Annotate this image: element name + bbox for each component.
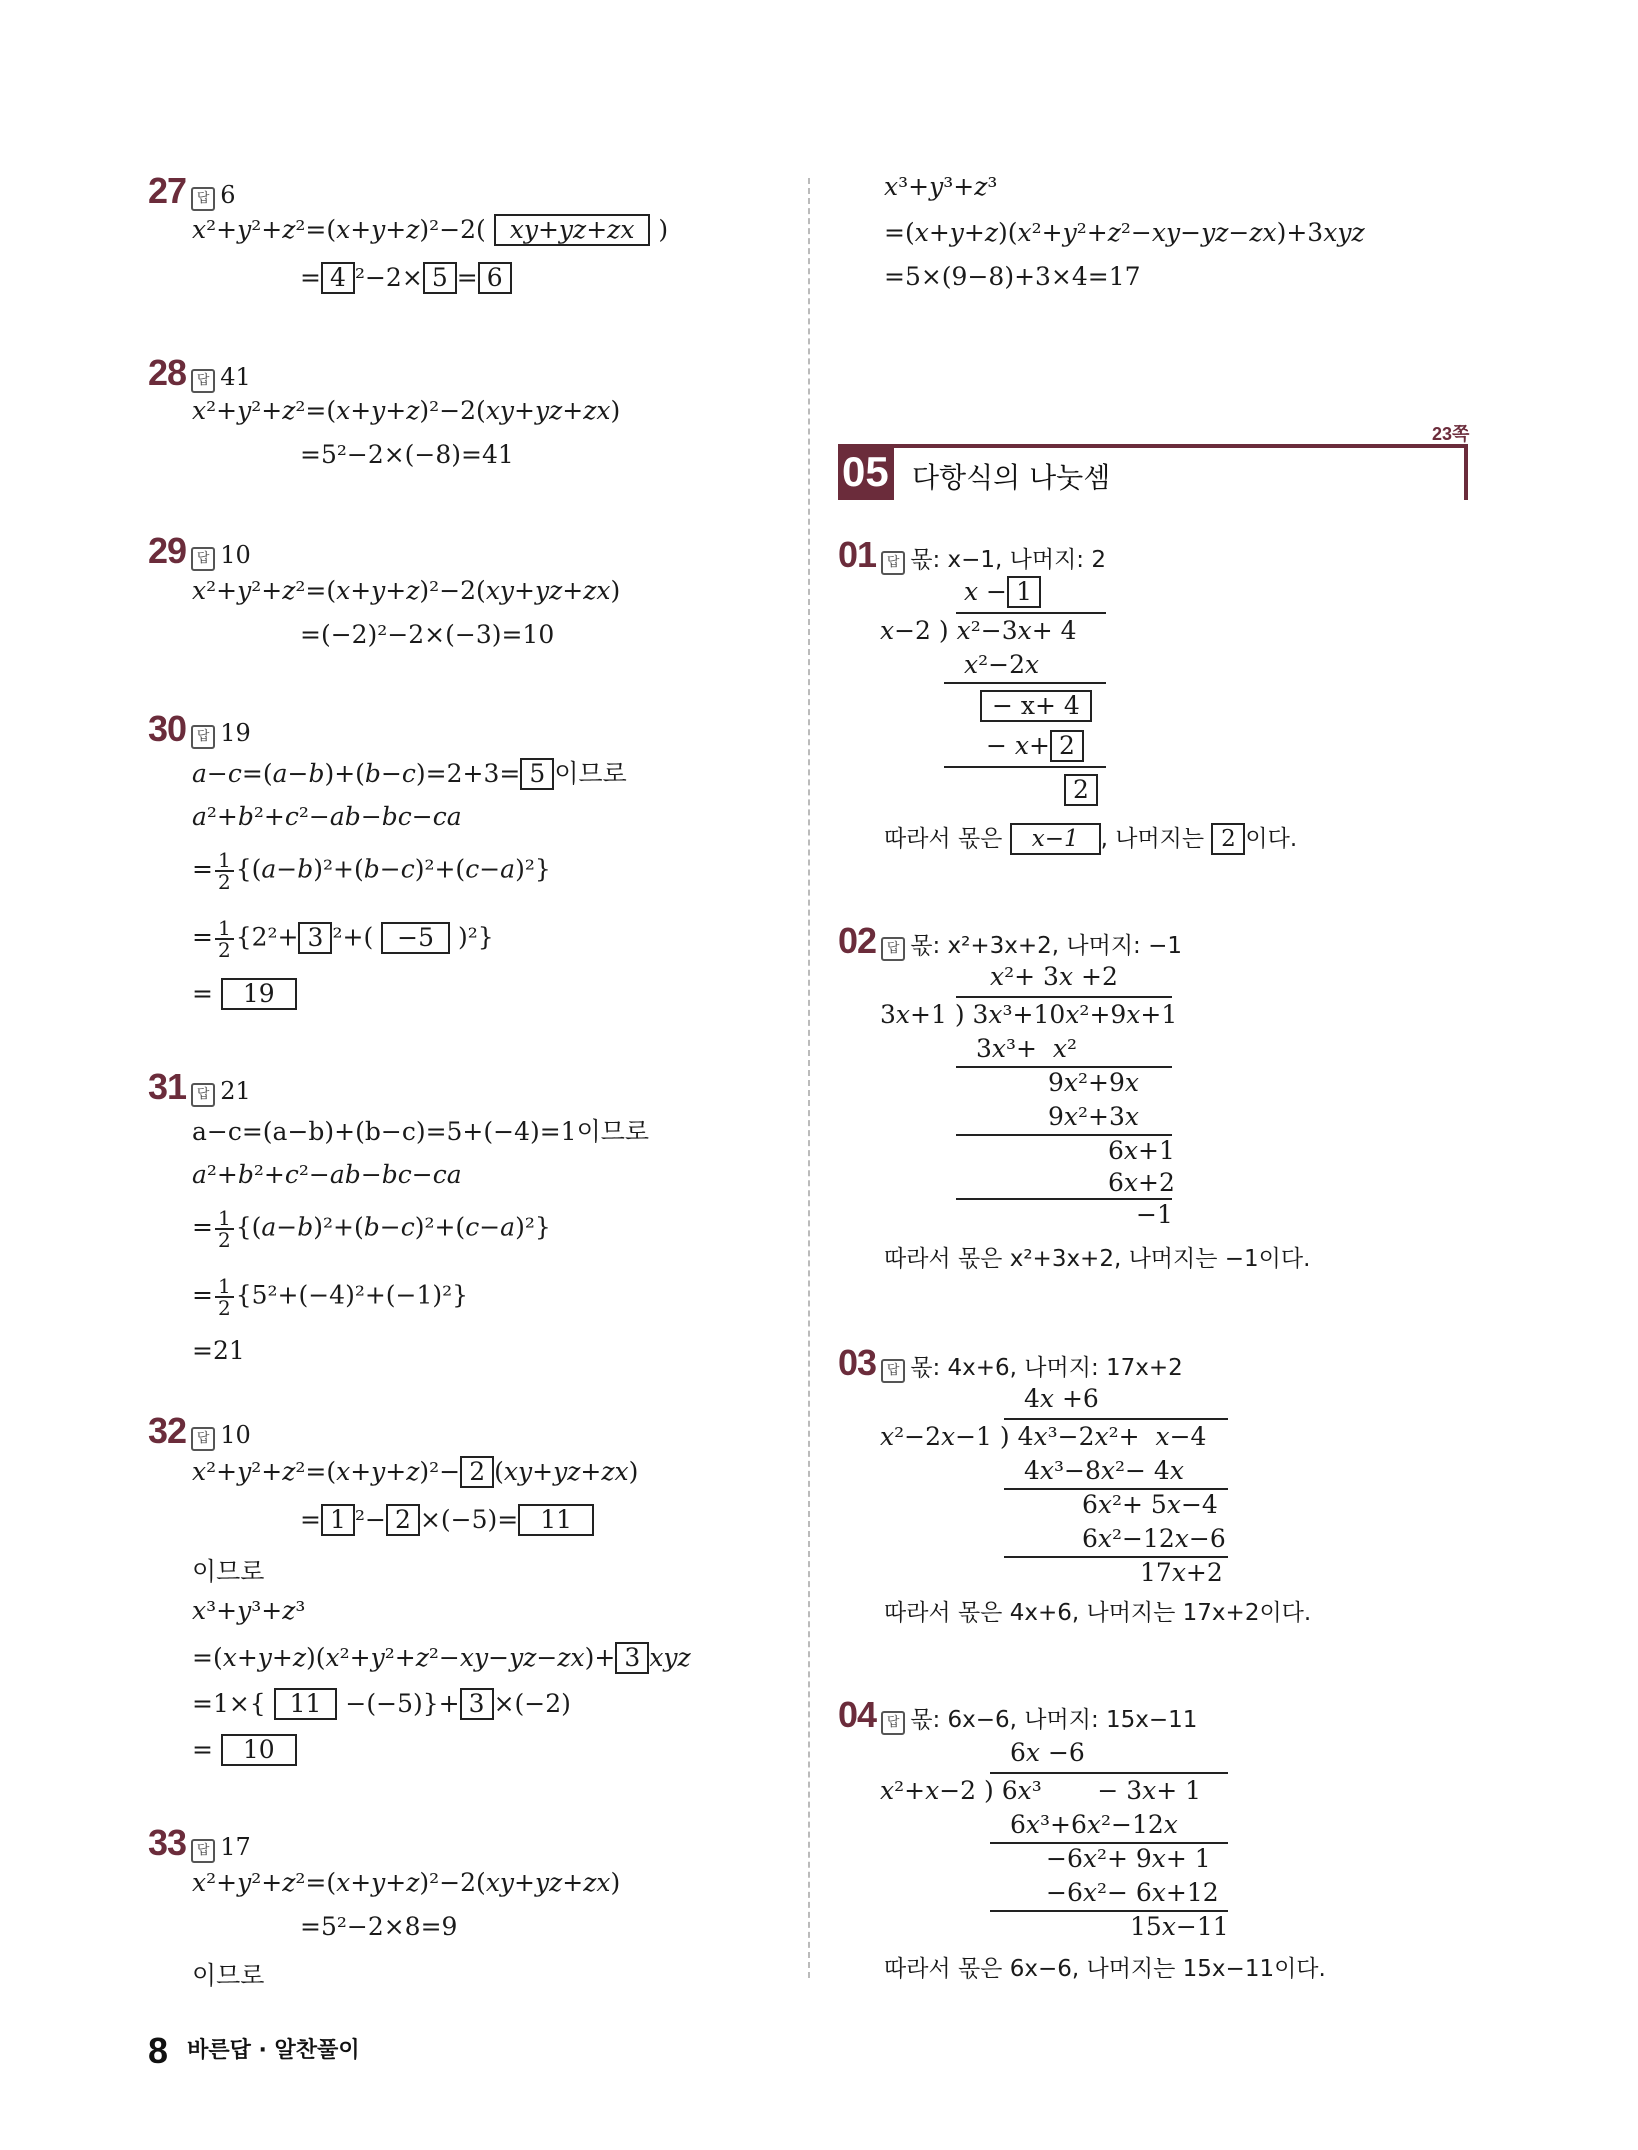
answer-icon: 답 <box>191 547 215 571</box>
p32-line4: x³+y³+z³ <box>192 1596 306 1625</box>
problem-answer: 몫: x²+3x+2, 나머지: −1 <box>910 933 1183 959</box>
problem-number: 29 <box>148 530 187 571</box>
answer-box: 1 <box>321 1504 355 1536</box>
answer-icon: 답 <box>191 1083 215 1107</box>
problem-answer: 몫: 4x+6, 나머지: 17x+2 <box>910 1355 1183 1381</box>
page-number: 8 <box>148 2030 169 2071</box>
long-division-01: x − 1 x−2 ) x²−3x+ 4 x²−2x − x+ 4 − x+ 2 2 <box>880 576 1120 816</box>
p30-line1: a−c=(a−b)+(b−c)=2+3= 5 이므로 <box>192 759 627 788</box>
answer-box: 2 <box>1064 774 1098 806</box>
p31-line1: a−c=(a−b)+(b−c)=5+(−4)=1이므로 <box>192 1117 650 1146</box>
answer-box: 5 <box>423 262 457 294</box>
problem-answer: 10 <box>220 541 251 569</box>
p31-line5: =21 <box>192 1336 245 1365</box>
problem-number: 04 <box>838 1694 877 1735</box>
problem-number: 32 <box>148 1410 187 1451</box>
p27-line1: x²+y²+z²=(x+y+z)²−2( xy+yz+zx ) <box>192 215 669 244</box>
q01-conclusion: 따라서 몫은 x−1 , 나머지는 2 이다. <box>884 820 1297 855</box>
problem-02 <box>838 920 1182 962</box>
answer-icon: 답 <box>191 187 215 211</box>
answer-box: 5 <box>520 758 554 790</box>
page-footer <box>148 2030 360 2072</box>
answer-box: 2 <box>386 1504 420 1536</box>
p28-line2: =5²−2×(−8)=41 <box>300 440 514 469</box>
p32-line3: 이므로 <box>192 1557 265 1586</box>
rt-line3: =5×(9−8)+3×4=17 <box>884 262 1141 291</box>
problem-number: 02 <box>838 920 877 961</box>
p28-line1: x²+y²+z²=(x+y+z)²−2(xy+yz+zx) <box>192 396 621 425</box>
answer-icon: 답 <box>191 369 215 393</box>
q02-conclusion: 따라서 몫은 x²+3x+2, 나머지는 −1이다. <box>884 1246 1311 1272</box>
problem-28 <box>148 352 251 394</box>
p30-line2: a²+b²+c²−ab−bc−ca <box>192 802 462 831</box>
book-title: 바른답 · 알찬풀이 <box>187 2038 360 2063</box>
q04-conclusion: 따라서 몫은 6x−6, 나머지는 15x−11이다. <box>884 1956 1326 1982</box>
problem-number: 30 <box>148 708 187 749</box>
column-divider <box>808 178 810 1978</box>
problem-number: 03 <box>838 1342 877 1383</box>
problem-answer: 17 <box>220 1833 251 1861</box>
answer-box: 11 <box>274 1688 338 1720</box>
answer-box: 3 <box>460 1688 494 1720</box>
problem-number: 31 <box>148 1066 187 1107</box>
problem-answer: 19 <box>220 719 251 747</box>
answer-box: 11 <box>518 1504 594 1536</box>
problem-04 <box>838 1694 1197 1736</box>
answer-box: 3 <box>615 1642 649 1674</box>
section-header <box>838 444 1468 500</box>
problem-03 <box>838 1342 1183 1384</box>
long-division-03: 4x +6 x²−2x−1 ) 4x³−2x²+ x−4 4x³−8x²− 4x 6x²+ 5x−4 6x²−12x−6 17x+2 <box>880 1384 1240 1584</box>
problem-29 <box>148 530 251 572</box>
problem-answer: 몫: x−1, 나머지: 2 <box>910 547 1106 573</box>
answer-icon: 답 <box>881 937 905 961</box>
problem-answer: 몫: 6x−6, 나머지: 15x−11 <box>910 1707 1198 1733</box>
text-suffix: 이므로 <box>554 759 627 788</box>
p31-line4: = $\frac{1}{2}$ {5²+(−4)²+(−1)²} <box>192 1274 469 1320</box>
p31-line2: a²+b²+c²−ab−bc−ca <box>192 1160 462 1189</box>
p33-line3: 이므로 <box>192 1961 265 1990</box>
p31-line3: = $\frac{1}{2}$ {(a−b)²+(b−c)²+(c−a)²} <box>192 1206 551 1252</box>
answer-icon: 답 <box>191 1839 215 1863</box>
answer-box: xy+yz+zx <box>494 214 651 246</box>
answer-box: − x+ 4 <box>980 690 1092 722</box>
answer-box: 10 <box>221 1734 297 1766</box>
answer-icon: 답 <box>881 551 905 575</box>
answer-box: 2 <box>1211 823 1245 855</box>
answer-icon: 답 <box>191 1427 215 1451</box>
problem-27 <box>148 170 236 212</box>
long-division-04: 6x −6 x²+x−2 ) 6x³ − 3x+ 1 6x³+6x²−12x −6x²+ 9x+ 1 −6x²− 6x+12 15x−11 <box>880 1738 1229 1941</box>
p29-line2: =(−2)²−2×(−3)=10 <box>300 620 555 649</box>
p29-line1: x²+y²+z²=(x+y+z)²−2(xy+yz+zx) <box>192 576 621 605</box>
problem-answer: 21 <box>220 1077 251 1105</box>
answer-box: −5 <box>381 922 450 954</box>
p32-line2: = 1 ²− 2 ×(−5)= 11 <box>300 1504 594 1536</box>
p32-line6: =1×{ 11 −(−5)}+ 3 ×(−2) <box>192 1689 571 1718</box>
p33-line1: x²+y²+z²=(x+y+z)²−2(xy+yz+zx) <box>192 1868 621 1897</box>
answer-icon: 답 <box>191 725 215 749</box>
answer-icon: 답 <box>881 1359 905 1383</box>
section-title: 다항식의 나눗셈 <box>912 461 1111 494</box>
answer-icon: 답 <box>881 1711 905 1735</box>
problem-30 <box>148 708 251 750</box>
problem-answer: 10 <box>220 1421 251 1449</box>
answer-box: 1 <box>1007 576 1041 608</box>
page-reference: 23쪽 <box>1432 424 1470 444</box>
answer-box: x−1 <box>1010 823 1101 855</box>
p32-line7: = 10 <box>192 1734 297 1766</box>
p30-line3: = $\frac{1}{2}$ {(a−b)²+(b−c)²+(c−a)²} <box>192 848 551 894</box>
p32-line1: x²+y²+z²=(x+y+z)²− 2 (xy+yz+zx) <box>192 1457 639 1486</box>
rt-line1: x³+y³+z³ <box>884 172 998 201</box>
problem-31 <box>148 1066 251 1108</box>
long-division-02: x²+ 3x +2 3x+1 ) 3x³+10x²+9x+1 3x³+ x² 9x²+9x 9x²+3x 6x+1 6x+2 −1 <box>880 962 1178 1229</box>
section-number: 05 <box>842 448 889 495</box>
problem-answer: 41 <box>220 363 251 391</box>
answer-box: 2 <box>1050 730 1084 762</box>
p27-line2: = 4 ²−2× 5 = 6 <box>300 262 512 294</box>
problem-33 <box>148 1822 251 1864</box>
p32-line5: =(x+y+z)(x²+y²+z²−xy−yz−zx)+ 3 xyz <box>192 1643 691 1672</box>
answer-box: 6 <box>478 262 512 294</box>
problem-number: 28 <box>148 352 187 393</box>
answer-box: 2 <box>460 1456 494 1488</box>
problem-number: 27 <box>148 170 187 211</box>
p30-line4: = $\frac{1}{2}$ {2²+ 3 ²+( −5 )²} <box>192 916 494 962</box>
problem-number: 33 <box>148 1822 187 1863</box>
rt-line2: =(x+y+z)(x²+y²+z²−xy−yz−zx)+3xyz <box>884 218 1365 247</box>
answer-box: 4 <box>321 262 355 294</box>
problem-answer: 6 <box>220 181 236 209</box>
problem-number: 01 <box>838 534 877 575</box>
problem-32 <box>148 1410 251 1452</box>
problem-01 <box>838 534 1106 576</box>
p30-line5: = 19 <box>192 978 297 1010</box>
answer-box: 3 <box>298 922 332 954</box>
q03-conclusion: 따라서 몫은 4x+6, 나머지는 17x+2이다. <box>884 1600 1312 1626</box>
answer-box: 19 <box>221 978 297 1010</box>
p33-line2: =5²−2×8=9 <box>300 1912 458 1941</box>
